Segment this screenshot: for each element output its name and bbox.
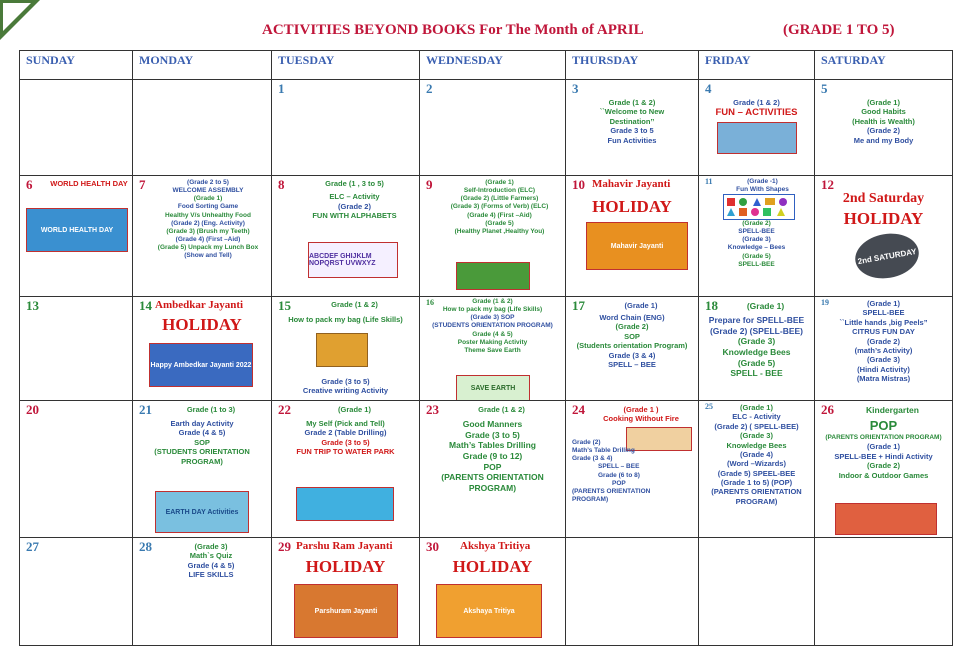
activity-line: PROGRAM) bbox=[572, 495, 609, 503]
activity-line: (Grade 1) bbox=[193, 195, 223, 203]
activity-line: Grade (2) bbox=[572, 439, 601, 446]
activity-list bbox=[292, 300, 417, 309]
activity-line: (Grade 2) bbox=[867, 336, 900, 346]
activity-line: (Matra Mistras) bbox=[856, 374, 911, 383]
day-cell-22 bbox=[272, 401, 420, 538]
holiday-label: HOLIDAY bbox=[843, 208, 924, 228]
day-cell-23 bbox=[420, 401, 566, 538]
activity-line: Earth day Activity bbox=[170, 419, 234, 428]
day-header-thursday: THURSDAY bbox=[566, 51, 699, 80]
day-cell-28 bbox=[133, 538, 272, 646]
activity-list bbox=[817, 98, 950, 145]
week-row-2 bbox=[20, 176, 953, 297]
activity-list bbox=[444, 540, 563, 554]
holiday-block bbox=[817, 190, 950, 229]
shapes-image bbox=[723, 194, 795, 220]
activity-line: Grade (3 to 5) bbox=[321, 437, 370, 447]
date-number: 20 bbox=[26, 402, 39, 417]
activity-line: (Grade 3) bbox=[867, 355, 900, 365]
activity-line: (Grade 2) bbox=[867, 461, 900, 471]
activity-line: (Grade 1 to 5) (POP) bbox=[720, 478, 793, 487]
activity-line: (Grade 2) (Eng. Activity) bbox=[171, 219, 245, 227]
activity-list bbox=[147, 179, 269, 260]
holiday-label: HOLIDAY bbox=[162, 315, 242, 334]
activity-line: (Grade 3) bbox=[194, 542, 228, 551]
activity-list bbox=[719, 301, 812, 312]
activity-line: Food Sorting Game bbox=[177, 203, 239, 211]
activity-line: (STUDENTS ORIENTATION PROGRAM) bbox=[432, 322, 553, 330]
activity-line: (Grade 5) Unpack my Lunch Box bbox=[157, 244, 259, 251]
day-cell-27 bbox=[20, 538, 133, 646]
day-cell-18 bbox=[699, 297, 815, 401]
activity-line: Prepare for SPELL-BEE bbox=[708, 315, 805, 325]
activity-line: (Grade 2) ( SPELL-BEE) bbox=[714, 421, 799, 431]
activity-line: (PARENTS ORIENTATION PROGRAM) bbox=[825, 434, 942, 442]
activity-list bbox=[586, 405, 696, 424]
date-number: 29 bbox=[278, 539, 291, 554]
date-number: 25 bbox=[705, 402, 713, 411]
activity-list bbox=[701, 403, 812, 506]
activity-line: Grade (3 to 5) bbox=[321, 377, 370, 386]
activity-line: Grade (3 & 4) bbox=[608, 350, 656, 360]
activity-line: CITRUS FUN DAY bbox=[852, 327, 915, 337]
activity-line: (Grade 3) SOP bbox=[470, 314, 515, 322]
date-number: 18 bbox=[705, 298, 718, 313]
activity-line: Me and my Body bbox=[853, 135, 914, 145]
activity-list bbox=[713, 178, 812, 194]
activity-line: Fun With Shapes bbox=[736, 186, 789, 194]
activity-line: Math’s Table Drilling bbox=[572, 447, 635, 455]
activity-line: SPELL-BEE bbox=[738, 260, 775, 268]
activity-line: PROGRAM) bbox=[468, 482, 517, 493]
activity-list bbox=[155, 299, 269, 313]
day-header-sunday: SUNDAY bbox=[20, 51, 133, 80]
activity-line: (Grade 1) bbox=[485, 179, 514, 186]
date-number: 12 bbox=[821, 177, 834, 192]
date-number: 15 bbox=[278, 298, 291, 313]
activity-line: POP bbox=[483, 461, 502, 472]
activity-line: (Grade 2) bbox=[338, 201, 371, 211]
activity-line: PROGRAM) bbox=[181, 456, 223, 466]
day-cell-5 bbox=[815, 80, 953, 176]
activity-line: (Grade 3) bbox=[742, 236, 771, 244]
activity-line: (PARENTS ORIENTATION bbox=[441, 472, 544, 483]
date-number: 10 bbox=[572, 177, 585, 192]
earth-day-image: EARTH DAY Activities bbox=[155, 491, 249, 533]
activity-list bbox=[586, 301, 696, 310]
activity-line: (Grade 1) bbox=[867, 98, 900, 107]
activity-line: SPELL-BEE bbox=[738, 228, 775, 236]
activity-line: Grade (6 to 8) bbox=[598, 471, 640, 479]
activity-line: Healthy V/s Unhealthy Food bbox=[165, 211, 251, 219]
activity-line: (Grade 5) bbox=[737, 357, 776, 368]
date-number: 26 bbox=[821, 402, 834, 417]
activity-line: FUN TRIP TO WATER PARK bbox=[296, 447, 395, 457]
activity-list bbox=[568, 98, 696, 145]
day-cell-2 bbox=[420, 80, 566, 176]
activity-list bbox=[292, 405, 417, 414]
week-row-5 bbox=[20, 538, 953, 646]
day-cell-29 bbox=[272, 538, 420, 646]
week-row-1 bbox=[20, 80, 953, 176]
date-number: 30 bbox=[426, 539, 439, 554]
activity-line: LIFE SKILLS bbox=[188, 570, 234, 580]
activity-line: (Grade 3) bbox=[737, 336, 776, 347]
holiday-label: HOLIDAY bbox=[452, 557, 533, 576]
activity-line: SOP bbox=[624, 331, 640, 341]
activity-line: Poster Making Activity bbox=[457, 338, 528, 346]
activity-line: (Grade 1) bbox=[746, 301, 785, 311]
activity-list bbox=[296, 540, 417, 554]
date-number: 13 bbox=[26, 298, 39, 313]
world-health-day-image: WORLD HEALTH DAY bbox=[26, 208, 128, 252]
activity-line: (Healthy Planet ,Healthy You) bbox=[454, 227, 545, 235]
day-cell-21 bbox=[133, 401, 272, 538]
activity-line: Grade (1 & 2) bbox=[478, 405, 525, 414]
grade-range: (GRADE 1 TO 5) bbox=[783, 22, 895, 38]
holiday-block bbox=[135, 314, 269, 335]
activity-line: (Grade 1 ) bbox=[623, 405, 659, 414]
activity-line: Grade 2 (Table Drilling) bbox=[304, 428, 387, 438]
activity-line: Indoor & Outdoor Games bbox=[838, 470, 929, 480]
holiday-block bbox=[274, 556, 417, 577]
activity-list bbox=[436, 179, 563, 236]
activity-list bbox=[48, 179, 130, 188]
date-number: 19 bbox=[821, 298, 829, 307]
date-number: 16 bbox=[426, 298, 434, 307]
activity-line: (Show and Tell) bbox=[184, 252, 232, 260]
activity-line: Grade (1 to 3) bbox=[186, 405, 236, 414]
activity-line: (Grade 2 to 5) bbox=[187, 179, 229, 186]
date-number: 17 bbox=[572, 298, 585, 313]
games-image bbox=[835, 503, 937, 535]
activity-line: (math’s Activity) bbox=[854, 345, 913, 355]
activity-line: PROGRAM) bbox=[735, 496, 778, 506]
day-cell-4 bbox=[699, 80, 815, 176]
activity-line: WORLD HEALTH DAY bbox=[50, 179, 128, 188]
activity-line: Math’s Tables Drilling bbox=[449, 440, 536, 451]
activity-line: Good Habits bbox=[861, 107, 906, 117]
activity-line: Destination’’ bbox=[609, 116, 655, 126]
week-row-3 bbox=[20, 297, 953, 401]
ambedkar-jayanti-image: Happy Ambedkar Jayanti 2022 bbox=[149, 343, 253, 387]
page-title: ACTIVITIES BEYOND BOOKS For The Month of APRIL bbox=[262, 22, 644, 38]
activity-line: Math`s Quiz bbox=[189, 551, 233, 561]
activity-line: Word Chain (ENG) bbox=[599, 313, 665, 322]
activity-line: (Students orientation Program) bbox=[576, 341, 688, 351]
date-number: 21 bbox=[139, 402, 152, 417]
holiday-name: Parshu Ram Jayanti bbox=[296, 540, 393, 552]
activity-line: (Grade 4) bbox=[740, 449, 773, 459]
day-header-row bbox=[20, 51, 953, 80]
date-number: 3 bbox=[572, 81, 579, 96]
activity-line: Grade (1 , 3 to 5) bbox=[325, 179, 384, 188]
activity-list-2 bbox=[568, 313, 696, 369]
day-cell-3 bbox=[566, 80, 699, 176]
day-cell-20 bbox=[20, 401, 133, 538]
activity-line: FUN – ACTIVITIES bbox=[715, 107, 798, 119]
activity-line: (PARENTS ORIENTATION bbox=[711, 487, 802, 497]
activity-line: Grade 3 to 5 bbox=[610, 126, 654, 136]
date-number: 7 bbox=[139, 177, 146, 192]
activity-line: Grade (4 & 5) bbox=[472, 330, 513, 338]
activity-list-2 bbox=[817, 418, 950, 480]
activity-line: Grade (1 & 2) bbox=[472, 298, 513, 305]
activity-line: SPELL – BEE bbox=[598, 463, 640, 471]
week-row-4 bbox=[20, 401, 953, 538]
alphabet-image: ABCDEF GHIJKLM NOPQRST UVWXYZ bbox=[308, 242, 398, 278]
activity-line: FUN WITH ALPHABETS bbox=[312, 211, 397, 221]
akshaya-tritiya-image: Akshaya Tritiya bbox=[436, 584, 542, 638]
holiday-name: Ambedkar Jayanti bbox=[155, 299, 244, 311]
activity-list bbox=[835, 405, 950, 416]
activity-list-2 bbox=[701, 220, 812, 269]
holiday-name: Mahavir Jayanti bbox=[592, 178, 671, 190]
activity-line: (Grade 3) (Brush my Teeth) bbox=[166, 227, 250, 235]
activity-line: Grade (1 & 2) bbox=[331, 300, 378, 309]
activity-line: (Grade 5) bbox=[742, 252, 771, 260]
school-bag-image bbox=[316, 333, 368, 367]
activity-line: (Grade 1) bbox=[624, 301, 658, 310]
activity-list-2 bbox=[572, 439, 696, 504]
date-number: 1 bbox=[278, 81, 285, 96]
day-cell-9 bbox=[420, 176, 566, 297]
day-cell-30 bbox=[420, 538, 566, 646]
day-header-wednesday: WEDNESDAY bbox=[420, 51, 566, 80]
day-cell-10 bbox=[566, 176, 699, 297]
activity-line: (STUDENTS ORIENTATION bbox=[154, 447, 250, 457]
day-cell-15 bbox=[272, 297, 420, 401]
activity-line: ``Welcome to New bbox=[599, 107, 665, 117]
day-cell-empty bbox=[699, 538, 815, 646]
activity-line: My Self (Pick and Tell) bbox=[306, 419, 385, 428]
activity-line: Grade (4 & 5) bbox=[178, 428, 226, 438]
activity-line: Knowledge Bees bbox=[726, 440, 787, 450]
water-park-image bbox=[296, 487, 394, 521]
activity-line: (Grade 5) bbox=[485, 219, 514, 227]
mahavir-jayanti-image: Mahavir Jayanti bbox=[586, 222, 688, 270]
day-cell-6 bbox=[20, 176, 133, 297]
date-number: 2 bbox=[426, 81, 433, 96]
day-header-monday: MONDAY bbox=[133, 51, 272, 80]
activity-line: Grade (1 & 2) bbox=[733, 98, 780, 107]
activity-line: Creative writing Activity bbox=[302, 386, 389, 396]
day-cell-empty bbox=[815, 538, 953, 646]
day-cell-1 bbox=[272, 80, 420, 176]
date-number: 27 bbox=[26, 539, 39, 554]
activity-line: Self-Introduction (ELC) bbox=[463, 187, 536, 195]
date-number: 9 bbox=[426, 177, 433, 192]
holiday-label: HOLIDAY bbox=[592, 197, 672, 216]
day-cell-14 bbox=[133, 297, 272, 401]
activity-line: (Grade 1) bbox=[867, 442, 900, 452]
corner-decoration-inner bbox=[3, 3, 31, 31]
activity-line: SPELL-BEE + Hindi Activity bbox=[834, 451, 933, 461]
holiday-block bbox=[422, 556, 563, 577]
activity-line: How to pack my bag (Life Skills) bbox=[442, 306, 543, 314]
save-earth-image: SAVE EARTH bbox=[456, 375, 530, 401]
activity-list bbox=[440, 405, 563, 414]
day-cell-empty bbox=[133, 80, 272, 176]
date-number: 8 bbox=[278, 177, 285, 192]
activity-line: Knowledge Bees bbox=[722, 346, 791, 357]
day-cell-12 bbox=[815, 176, 953, 297]
activity-line: Fun Activities bbox=[607, 135, 657, 145]
activity-line: SPELL – BEE bbox=[608, 359, 656, 369]
activity-line: POP bbox=[612, 479, 626, 487]
activity-line: (PARENTS ORIENTATION bbox=[572, 487, 651, 495]
activity-list bbox=[292, 179, 417, 221]
activity-line: Grade (4 & 5) bbox=[187, 560, 235, 570]
activity-line: SOP bbox=[194, 437, 210, 447]
activity-line: (Grade 3) bbox=[740, 431, 773, 441]
activity-line: Cooking Without Fire bbox=[603, 414, 679, 424]
holiday-name: 2nd Saturday bbox=[842, 191, 925, 206]
activity-line: SPELL - BEE bbox=[730, 368, 783, 379]
activity-list bbox=[422, 298, 563, 355]
activity-line: (Word –Wizards) bbox=[727, 459, 786, 469]
healthy-planet-image bbox=[456, 262, 530, 290]
activity-line: (Grade 1) bbox=[867, 299, 900, 308]
activity-line: (Grade 2) (SPELL-BEE) bbox=[709, 325, 804, 336]
activity-line: (Grade 1) bbox=[338, 405, 371, 414]
activity-line: (Grade 2) bbox=[867, 126, 900, 136]
date-number: 14 bbox=[139, 298, 152, 313]
activity-line: (Grade 2) (Little Farmers) bbox=[460, 195, 539, 203]
date-number: 28 bbox=[139, 539, 152, 554]
activity-line: (Grade 4) (First –Aid) bbox=[175, 235, 241, 243]
day-cell-17 bbox=[566, 297, 699, 401]
day-cell-16 bbox=[420, 297, 566, 401]
day-cell-13 bbox=[20, 297, 133, 401]
day-cell-11 bbox=[699, 176, 815, 297]
day-header-tuesday: TUESDAY bbox=[272, 51, 420, 80]
day-cell-7 bbox=[133, 176, 272, 297]
activity-list-2 bbox=[274, 419, 417, 457]
activity-line: (Grade 2) bbox=[742, 220, 771, 227]
second-saturday-badge: 2nd SATURDAY bbox=[852, 229, 923, 283]
date-number: 11 bbox=[705, 177, 713, 186]
date-number: 5 bbox=[821, 81, 828, 96]
activity-line: Grade (3 & 4) bbox=[572, 455, 613, 463]
date-number: 23 bbox=[426, 402, 439, 417]
activity-line: SPELL-BEE bbox=[862, 308, 905, 318]
activity-list-2 bbox=[135, 419, 269, 466]
activity-line: ELC – Activity bbox=[329, 192, 380, 202]
activity-line: Kindergarten bbox=[866, 405, 919, 415]
activity-line: (Grade 1) bbox=[740, 403, 773, 412]
day-cell-24 bbox=[566, 401, 699, 538]
day-cell-25 bbox=[699, 401, 815, 538]
activity-line: Grade (3 to 5) bbox=[465, 429, 520, 440]
activity-line: ``Little hands ,big Peels” bbox=[839, 317, 928, 327]
activity-list-2 bbox=[274, 315, 417, 324]
activity-list-2 bbox=[701, 315, 812, 379]
date-number: 24 bbox=[572, 402, 585, 417]
day-cell-19 bbox=[815, 297, 953, 401]
day-cell-8 bbox=[272, 176, 420, 297]
activity-line: Grade (9 to 12) bbox=[462, 450, 523, 461]
activity-line: WELCOME ASSEMBLY bbox=[172, 187, 244, 195]
calendar-table bbox=[19, 50, 953, 646]
day-header-friday: FRIDAY bbox=[699, 51, 815, 80]
activity-line: Grade (1 & 2) bbox=[608, 98, 656, 107]
activity-line: (Health is Wealth) bbox=[852, 116, 915, 126]
holiday-label: HOLIDAY bbox=[305, 557, 386, 576]
day-cell-empty bbox=[20, 80, 133, 176]
activity-list bbox=[153, 542, 269, 580]
activity-list bbox=[592, 178, 696, 192]
activity-line: POP bbox=[869, 418, 898, 433]
activity-line: (Grade 2) bbox=[615, 322, 649, 332]
activity-line: (Grade -1) bbox=[747, 178, 778, 185]
activity-line: (Grade 4) (First –Aid) bbox=[467, 211, 532, 219]
activity-line: ELC - Activity bbox=[732, 412, 781, 422]
activity-list bbox=[153, 405, 269, 414]
day-header-saturday: SATURDAY bbox=[815, 51, 953, 80]
date-number: 22 bbox=[278, 402, 291, 417]
activity-line: (Grade 3) (Forms of Verb) (ELC) bbox=[450, 203, 549, 211]
date-number: 6 bbox=[26, 177, 33, 192]
activity-line: How to pack my bag (Life Skills) bbox=[288, 315, 403, 324]
activity-list-2 bbox=[422, 419, 563, 493]
parshuram-jayanti-image: Parshuram Jayanti bbox=[294, 584, 398, 638]
activity-line: Theme Save Earth bbox=[464, 346, 521, 354]
activity-list-3 bbox=[274, 377, 417, 396]
activity-list bbox=[701, 98, 812, 154]
shapes-icon bbox=[725, 196, 793, 218]
activity-line: (Hindi Activity) bbox=[857, 364, 910, 374]
activity-line: Knowledge – Bees bbox=[727, 244, 786, 252]
day-cell-empty bbox=[566, 538, 699, 646]
fun-activities-image bbox=[717, 122, 797, 154]
date-number: 4 bbox=[705, 81, 712, 96]
activity-list bbox=[817, 299, 950, 383]
holiday-block bbox=[568, 196, 696, 217]
activity-line: Good Manners bbox=[462, 419, 523, 429]
holiday-name: Akshya Tritiya bbox=[460, 540, 531, 552]
activity-line: (Grade 5) SPEEL-BEE bbox=[717, 468, 796, 478]
day-cell-26 bbox=[815, 401, 953, 538]
